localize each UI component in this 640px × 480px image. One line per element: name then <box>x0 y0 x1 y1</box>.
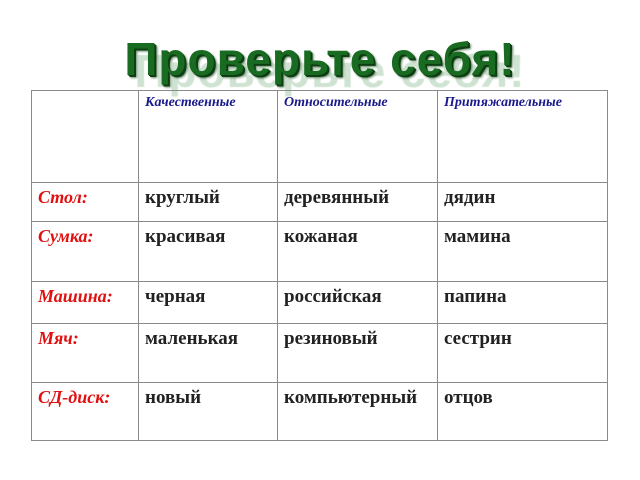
table-row <box>32 183 608 222</box>
header-relative: Относительные <box>278 91 438 183</box>
cell: отцов <box>438 383 608 441</box>
cell: российская <box>278 282 438 324</box>
row-label: Сумка: <box>32 222 139 282</box>
row-label: Мяч: <box>32 324 139 383</box>
cell: маленькая <box>139 324 278 383</box>
cell: сестрин <box>438 324 608 383</box>
cell: мамина <box>438 222 608 282</box>
header-empty <box>32 91 139 183</box>
row-label: Стол: <box>32 183 139 222</box>
row-label: СД-диск: <box>32 383 139 441</box>
slide-title: Проверьте себя! <box>124 33 516 85</box>
cell: резиновый <box>278 324 438 383</box>
cell: деревянный <box>278 183 438 222</box>
table-header-row <box>32 91 608 183</box>
cell: красивая <box>139 222 278 282</box>
adjectives-table <box>31 90 608 441</box>
cell: круглый <box>139 183 278 222</box>
header-possessive: Притяжательные <box>438 91 608 183</box>
cell: дядин <box>438 183 608 222</box>
cell: кожаная <box>278 222 438 282</box>
table-row <box>32 282 608 324</box>
table-row <box>32 324 608 383</box>
row-label: Машина: <box>32 282 139 324</box>
cell: черная <box>139 282 278 324</box>
cell: папина <box>438 282 608 324</box>
cell: компьютерный <box>278 383 438 441</box>
table-row <box>32 383 608 441</box>
cell: новый <box>139 383 278 441</box>
table-row <box>32 222 608 282</box>
header-qualitative: Качественные <box>139 91 278 183</box>
